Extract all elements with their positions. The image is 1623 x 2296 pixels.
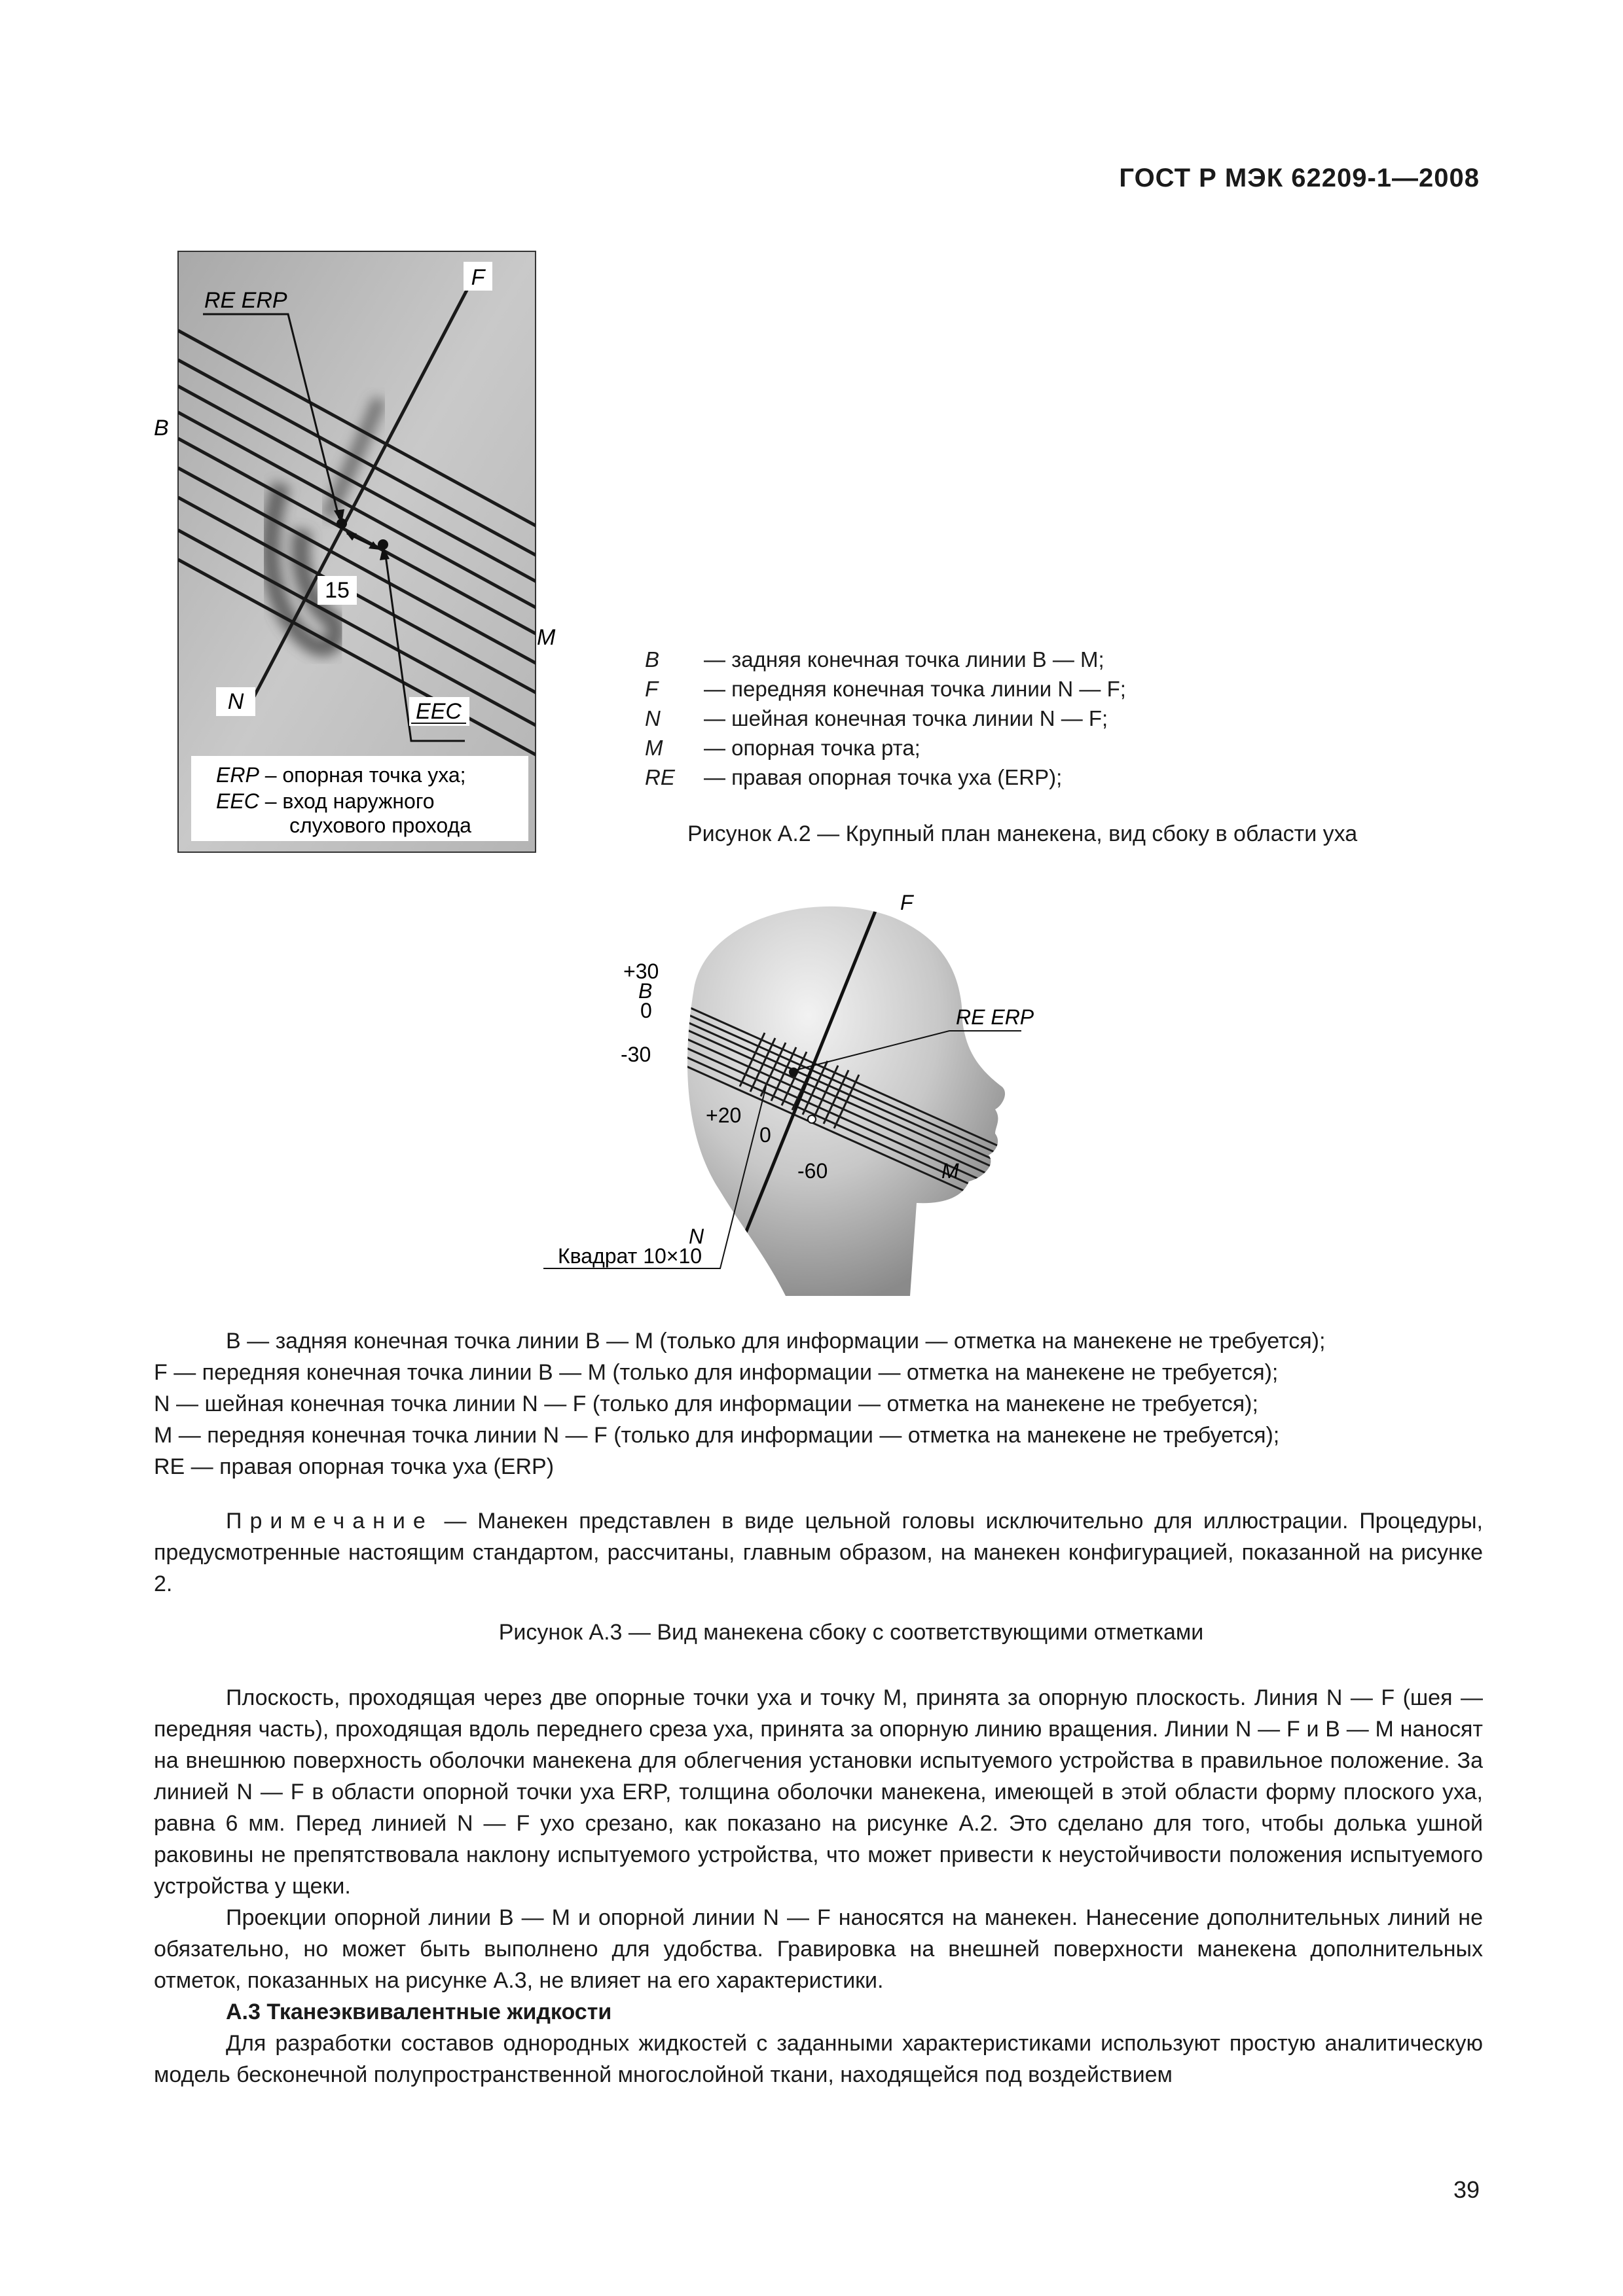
legend-row: F — передняя конечная точка линии N — F; bbox=[645, 677, 1126, 701]
fig-a3-label-minus30: -30 bbox=[621, 1043, 651, 1066]
fig-a2-inset-line3: слухового прохода bbox=[289, 814, 471, 837]
paragraph: Проекции опорной линии B — M и опорной линии N — F наносятся на манекен. Нанесение дополнительных линий не обязательно, но может быть выполнено для удобства. Гравировка на внешней поверхности манекена дополнительных отметок, показанных на рисунке А.3, не влияет на его характеристики. bbox=[154, 1905, 1483, 1993]
note-lead: Примечание bbox=[226, 1509, 433, 1534]
fig-a2-inset-line2: EEC – вход наружного bbox=[216, 789, 435, 813]
legend-row: RE — правая опорная точка уха (ERP); bbox=[645, 765, 1063, 789]
document-id: ГОСТ Р МЭК 62209-1—2008 bbox=[1119, 164, 1480, 192]
fig-a3-label-plus20: +20 bbox=[706, 1103, 742, 1127]
body-text bbox=[154, 1682, 1483, 2090]
fig-a3-label-plus30: +30 bbox=[623, 960, 659, 983]
fig-a3-label-zero-bottom: 0 bbox=[759, 1123, 771, 1147]
fig-a2-label-eec: EEC bbox=[416, 699, 462, 724]
legend-line: RE — правая опорная точка уха (ERP) bbox=[154, 1454, 555, 1479]
fig-a3-label-m: M bbox=[941, 1159, 959, 1183]
fig-a3-label-minus60: -60 bbox=[797, 1159, 828, 1183]
fig-a3-label-square: Квадрат 10×10 bbox=[558, 1244, 702, 1268]
legend-line: N — шейная конечная точка линии N — F (только для информации — отметка на манекене не требуется); bbox=[154, 1391, 1258, 1416]
fig-a3-caption: Рисунок А.3 — Вид манекена сбоку с соответствующими отметками bbox=[498, 1620, 1204, 1645]
fig-a3-note bbox=[154, 1505, 1483, 1600]
note-text: — Манекен представлен в виде цельной головы исключительно для иллюстрации. Процедуры, предусмотренные настоящим стандартом, рассчитаны, главным образом, на манекен конфигурацией, показанной на рисунке 2. bbox=[154, 1509, 1483, 1596]
fig-a2-label-n: N bbox=[227, 689, 244, 714]
paragraph: Для разработки составов однородных жидкостей с заданными характеристиками используют простую аналитическую модель бесконечной полупространственной многослойной ткани, находящейся под воздействием bbox=[154, 2031, 1483, 2087]
fig-a3-label-zero-left: 0 bbox=[640, 999, 652, 1022]
legend-line: M — передняя конечная точка линии N — F (только для информации — отметка на манекене не требуется); bbox=[154, 1423, 1280, 1448]
figure-a3-head bbox=[543, 890, 1041, 1296]
fig-a3-legend bbox=[154, 1325, 1483, 1482]
fig-a2-label-b: B bbox=[154, 416, 169, 440]
fig-a2-label-f: F bbox=[471, 265, 485, 290]
section-heading: А.3 Тканеэквивалентные жидкости bbox=[226, 2000, 612, 2024]
legend-row: N — шейная конечная точка линии N — F; bbox=[645, 706, 1108, 730]
fig-a2-inset-line1: ERP – опорная точка уха; bbox=[216, 763, 466, 787]
legend-line: F — передняя конечная точка линии B — M (только для информации — отметка на манекене не требуется); bbox=[154, 1360, 1279, 1385]
fig-a2-label-re-erp: RE ERP bbox=[204, 288, 287, 313]
figure-a2-photo bbox=[131, 236, 556, 857]
legend-row: M — опорная точка рта; bbox=[645, 736, 921, 760]
paragraph: Плоскость, проходящая через две опорные точки уха и точку M, принята за опорную плоскость. Линия N — F (шея — передняя часть), проходящая вдоль переднего среза уха, принята за опорную линию вращения. Линии N — F и B — M наносят на внешнюю поверхность оболочки манекена для облегчения установки испытуемого устройства в правильное положение. За линией N — F в области опорной точки уха ERP, толщина оболочки манекена, имеющей в этой области форму плоского уха, равна 6 мм. Перед линией N — F ухо срезано, как показано на рисунке А.2. Это сделано для того, чтобы долька ушной раковины не препятствовала наклону испытуемого устройства, что может привести к неустойчивости положения испытуемого устройства у щеки. bbox=[154, 1685, 1483, 1899]
fig-a2-caption: Рисунок А.2 — Крупный план манекена, вид сбоку в области уха bbox=[687, 821, 1358, 846]
fig-a3-label-re-erp: RE ERP bbox=[956, 1005, 1034, 1029]
legend-line: B — задняя конечная точка линии B — M (только для информации — отметка на манекене не требуется); bbox=[226, 1329, 1326, 1354]
legend-row: B — задняя конечная точка линии B — M; bbox=[645, 647, 1104, 672]
fig-a3-label-f: F bbox=[900, 891, 913, 914]
fig-a2-label-m: M bbox=[537, 625, 556, 650]
page-number: 39 bbox=[1453, 2176, 1480, 2203]
fig-a2-label-15: 15 bbox=[325, 578, 350, 603]
fig-a2-legend bbox=[645, 645, 1431, 792]
fig-a3-label-b: B bbox=[638, 979, 653, 1003]
fig-a3-label-n: N bbox=[689, 1225, 704, 1248]
